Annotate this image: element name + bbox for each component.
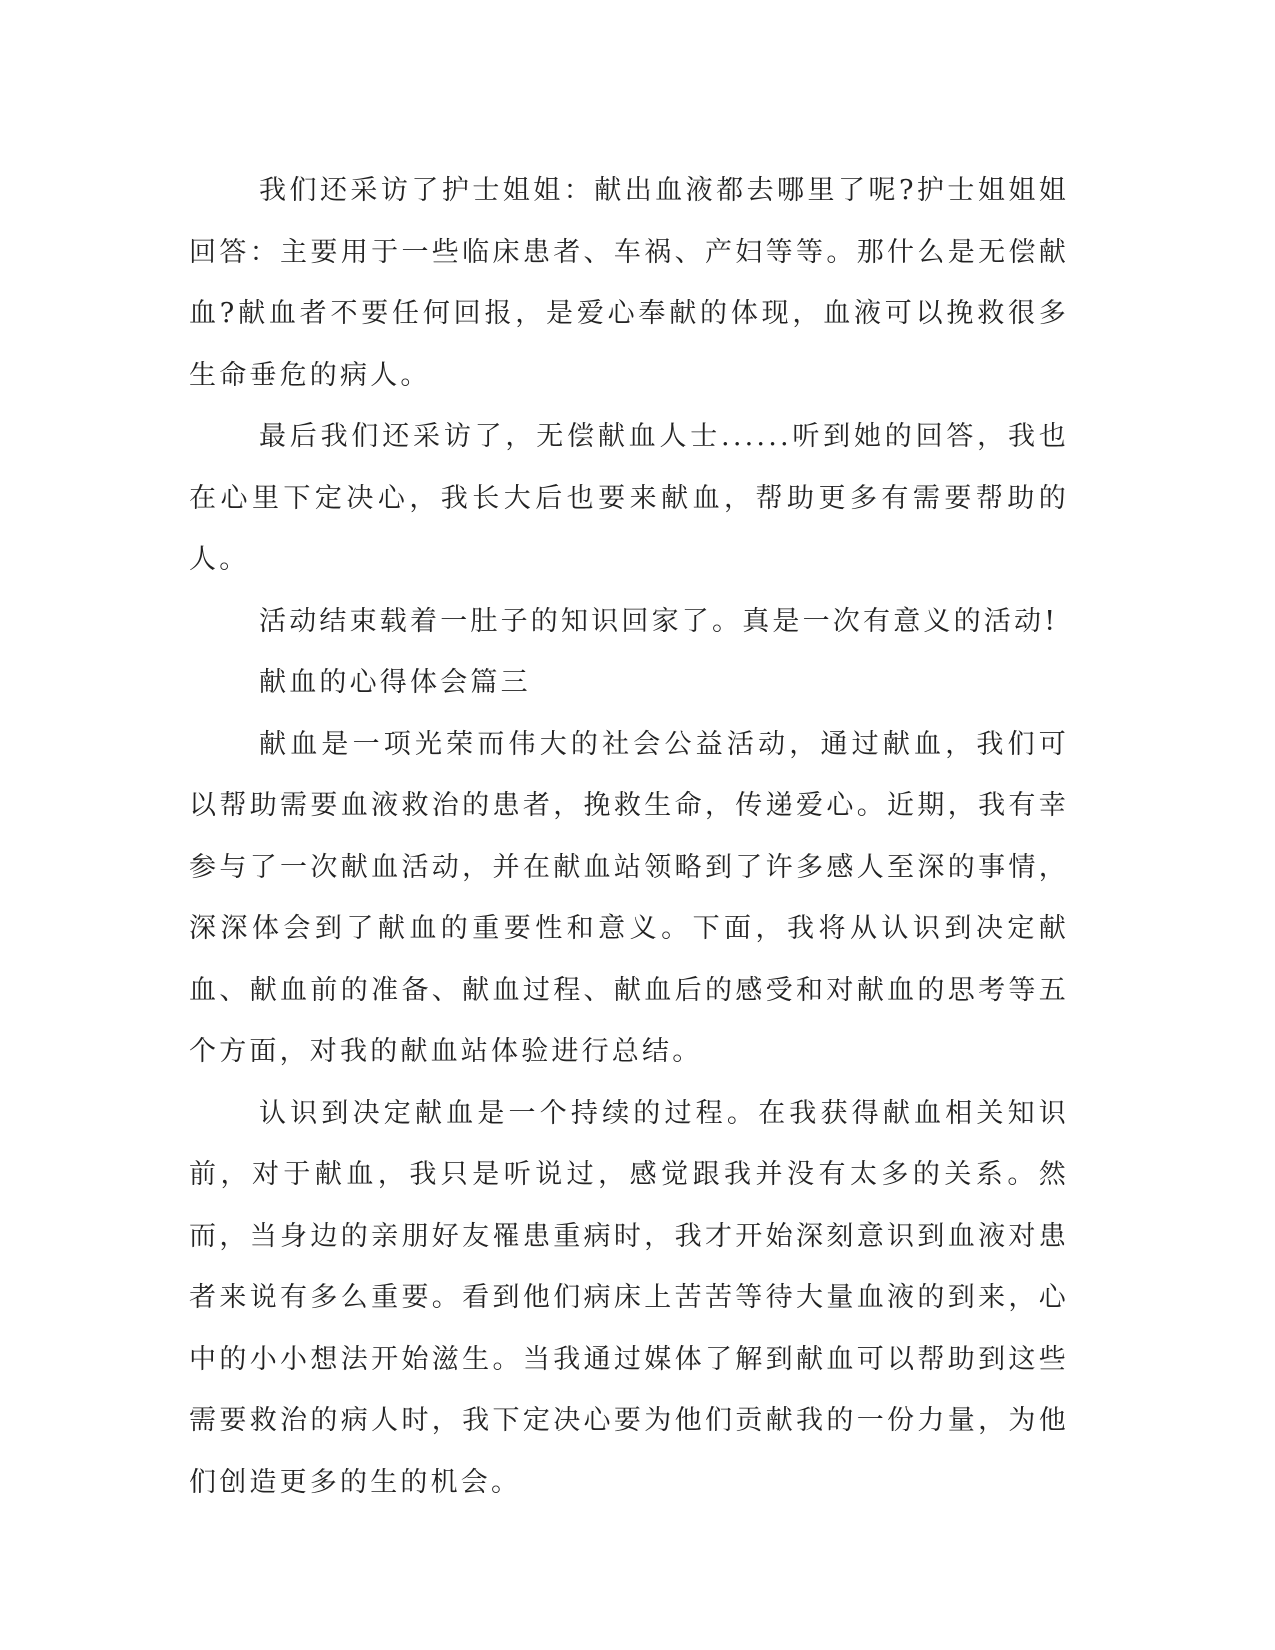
paragraph-intro: 献血是一项光荣而伟大的社会公益活动，通过献血，我们可以帮助需要血液救治的患者，挽救生命，传递爱心。近期，我有幸参与了一次献血活动，并在献血站领略到了许多感人至深的事情，深深体会到了献血的重要性和意义。下面，我将从认识到决定献血、献血前的准备、献血过程、献血后的感受和对献血的思考等五个方面，对我的献血站体验进行总结。 <box>189 728 1069 1067</box>
document-body <box>189 160 1069 1513</box>
paragraph-donor-interview: 最后我们还采访了，无偿献血人士......听到她的回答，我也在心里下定决心，我长大后也要来献血，帮助更多有需要帮助的人。 <box>189 421 1069 575</box>
section-heading: 献血的心得体会篇三 <box>259 667 531 698</box>
paragraph-nurse-interview: 我们还采访了护士姐姐：献出血液都去哪里了呢?护士姐姐姐回答：主要用于一些临床患者、车祸、产妇等等。那什么是无偿献血?献血者不要任何回报，是爱心奉献的体现，血液可以挽救很多生命垂危的病人。 <box>189 175 1069 391</box>
paragraph-decision: 认识到决定献血是一个持续的过程。在我获得献血相关知识前，对于献血，我只是听说过，感觉跟我并没有太多的关系。然而，当身边的亲朋好友罹患重病时，我才开始深刻意识到血液对患者来说有多么重要。看到他们病床上苦苦等待大量血液的到来，心中的小小想法开始滋生。当我通过媒体了解到献血可以帮助到这些需要救治的病人时，我下定决心要为他们贡献我的一份力量，为他们创造更多的生的机会。 <box>189 1097 1069 1498</box>
paragraph-activity-end: 活动结束载着一肚子的知识回家了。真是一次有意义的活动! <box>259 605 1059 637</box>
